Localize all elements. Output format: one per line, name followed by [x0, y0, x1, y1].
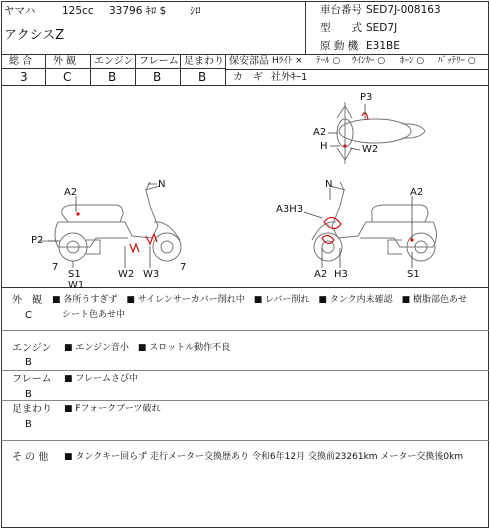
diagram-label: N [158, 179, 166, 190]
grade-value-frame: B [153, 70, 162, 84]
damage-diagram [0, 86, 490, 286]
remark-line: ■ タンクキー回らず 走行メーター交換歴あり 令和6年12月 交換前23261km メーター交換後0km [64, 452, 464, 462]
security-winker: ｳｲﾝｶｰ ○ [352, 56, 386, 66]
rule-remark [1, 330, 489, 331]
security-horn: ﾎｰﾝ ○ [400, 56, 425, 66]
diagram-label: A3H3 [276, 204, 304, 215]
remark-line: シート色あせ中 [62, 310, 126, 320]
remark-title-frame: フレーム [12, 374, 52, 385]
diagram-label: W2 [362, 144, 379, 155]
remark-line: ■ 各所うすぎず ■ サイレンサーカバー削れ中 ■ レバー削れ ■ タンク内未確認 ■ 樹脂部色あせ [52, 295, 467, 305]
diagram-label: P2 [31, 235, 44, 246]
diagram-label: S1 [68, 269, 81, 280]
diagram-label: A2 [410, 187, 424, 198]
type-label: 型 式 [320, 22, 362, 34]
grade-col-divider [90, 54, 91, 85]
grade-header-overall: 総 合 [9, 56, 33, 67]
leader-lines [48, 104, 412, 268]
rule-remark [1, 400, 489, 401]
diagram-label: H [320, 141, 328, 152]
grade-col-divider [135, 54, 136, 85]
remark-grade-frame: B [25, 389, 32, 400]
remark-grade-engine: B [25, 357, 32, 368]
rule-grades-top [1, 54, 489, 55]
model-name: アクシスZ [4, 28, 65, 43]
grade-value-suspension: B [198, 70, 207, 84]
diagram-label: A2 [314, 269, 328, 280]
diagram-label: P3 [360, 92, 373, 103]
diagram-label: 7 [52, 262, 59, 273]
grade-header-frame: フレーム [139, 56, 179, 67]
remark-line: ■ フレームさび中 [64, 374, 139, 384]
grade-col-divider [180, 54, 181, 85]
chassis-label: 車台番号 [320, 4, 362, 16]
remark-grade-exterior: C [25, 310, 32, 321]
grade-header-exterior: 外 観 [53, 56, 77, 67]
scooter-left-view [40, 179, 181, 261]
rule-remark [1, 370, 489, 371]
grade-header-suspension: 足まわり [184, 56, 224, 67]
grade-value-overall: 3 [20, 70, 28, 84]
diagram-label: 7 [180, 262, 187, 273]
engine-label: 原 動 機 [320, 40, 359, 52]
rule-grades-mid [1, 68, 225, 69]
diagram-label: A2 [313, 127, 327, 138]
security-label: 保安部品 [229, 56, 269, 67]
diagram-label: N [325, 179, 333, 190]
grade-value-engine: B [108, 70, 117, 84]
key-value: 社外ｷｰ1 [271, 72, 308, 83]
grade-col-divider [45, 54, 46, 85]
maker-text: ヤマハ [4, 5, 36, 17]
grade-value-exterior: C [63, 70, 72, 84]
remark-title-exterior: 外 観 [12, 295, 42, 306]
diagram-label: S1 [407, 269, 420, 280]
diagram-label: W3 [143, 269, 160, 280]
diagram-label: W1 [68, 280, 85, 291]
grade-header-engine: エンジン [94, 56, 134, 67]
security-tail: ﾃｰﾙ ○ [316, 56, 341, 66]
security-battery: ﾊﾞｯﾃﾘｰ ○ [438, 56, 476, 66]
security-headlight: Hﾗｲﾄ × [272, 56, 303, 66]
engine-value: E31BE [366, 40, 400, 52]
header-divider [305, 1, 306, 54]
diagram-label: H3 [334, 269, 348, 280]
remark-grade-suspension: B [25, 419, 32, 430]
displacement-text: 125cc [62, 5, 94, 17]
remark-title-other: そ の 他 [12, 452, 49, 463]
rule-security-mid [225, 69, 489, 70]
remark-line: ■ Fフォークブーツ破れ [64, 404, 161, 414]
mileage-text: 33796 ｷﾛ $ [109, 5, 167, 17]
key-label: カ ギ [233, 72, 263, 83]
remark-title-suspension: 足まわり [12, 404, 52, 415]
rule-remark [1, 440, 489, 441]
chassis-value: SED7J-008163 [366, 4, 441, 16]
diagram-label: W2 [118, 269, 135, 280]
color-text: ｼﾛ [190, 5, 201, 17]
scooter-top-view [337, 102, 425, 164]
type-value: SED7J [366, 22, 398, 34]
remark-title-engine: エンジン [12, 343, 52, 354]
remark-line: ■ エンジン音小 ■ スロットル動作不良 [64, 343, 231, 353]
diagram-label: A2 [64, 187, 78, 198]
